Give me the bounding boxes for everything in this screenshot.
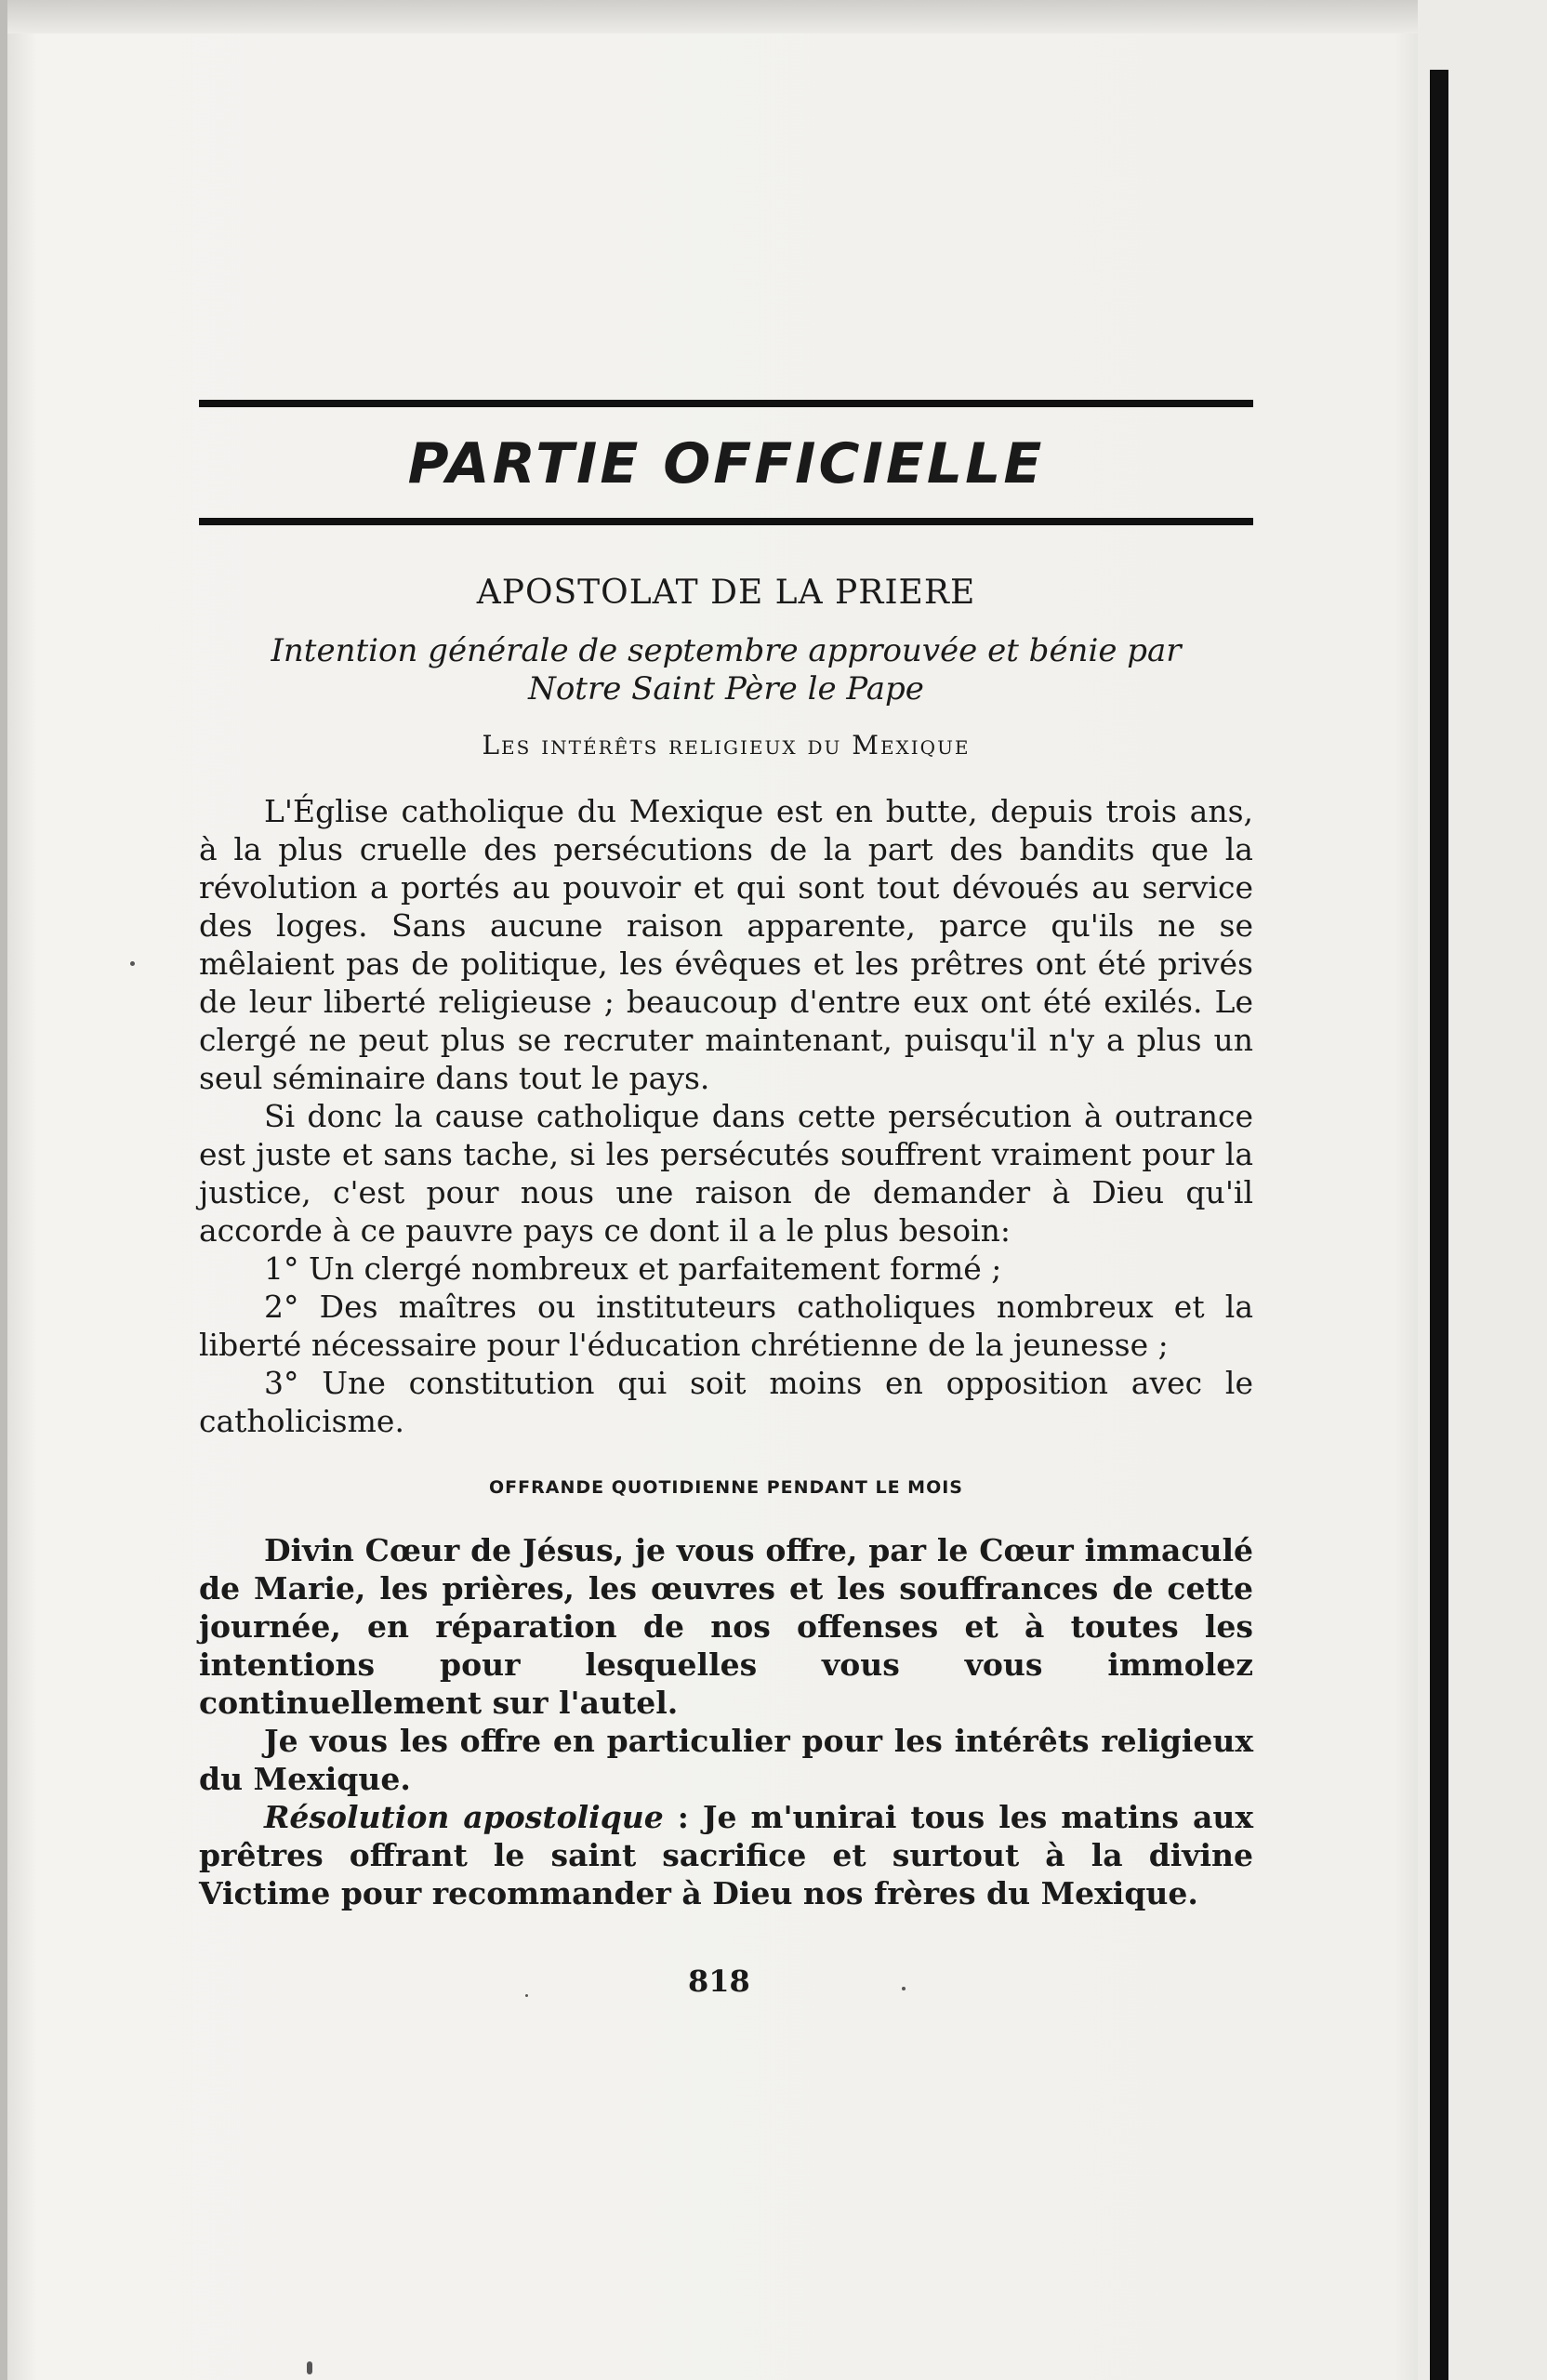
left-edge-shadow: [0, 0, 7, 2380]
scan-speck: [130, 961, 135, 966]
page-top-edge: [0, 0, 1432, 33]
intention-heading: Les intérêts religieux du Mexique: [482, 729, 971, 760]
article-body: [199, 792, 1253, 1440]
scan-speck: [525, 1994, 528, 1997]
resolution-text: : Je m'unirai tous les matins aux prêtres offrant le saint sacrifice et surtout à la divine Victime pour recommander à Dieu nos frères du Mexique.: [199, 1798, 1254, 1911]
body-list-item: 2° Des maîtres ou instituteurs catholiques nombreux et la liberté nécessaire pour l'éducation chrétienne de la jeunesse ;: [199, 1288, 1253, 1363]
article-subtitle: [199, 632, 1253, 709]
scan-speck: [307, 2361, 312, 2374]
page-number: 818: [688, 1964, 750, 1999]
article-title: APOSTOLAT DE LA PRIERE: [476, 574, 976, 612]
offering-prayer: [199, 1531, 1253, 1912]
scan-speck: [902, 1987, 906, 1990]
body-paragraph: Si donc la cause catholique dans cette persécution à outrance est juste et sans tache, si les persécutés souffrent vraiment pour la justice, c'est pour nous une raison de demander à Dieu qu'il accorde à ce pauvre pays ce dont il a le plus besoin:: [199, 1097, 1253, 1249]
prayer-paragraph: Je vous les offre en particulier pour les intérêts religieux du Mexique.: [199, 1722, 1253, 1797]
resolution-paragraph: [199, 1798, 1253, 1912]
binding-edge-rule: [1430, 70, 1448, 2380]
header-rule-bottom: [199, 518, 1253, 525]
subtitle-line-1: Intention générale de septembre approuvée et bénie par: [271, 632, 1182, 669]
body-paragraph: L'Église catholique du Mexique est en butte, depuis trois ans, à la plus cruelle des persécutions de la part des bandits que la révolution a portés au pouvoir et qui sont tout dévoués au service des loges. Sans aucune raison apparente, parce qu'ils ne se mêlaient pas de politique, les évêques et les prêtres ont été privés de leur liberté religieuse ; beaucoup d'entre eux ont été exilés. Le clergé ne peut plus se recruter maintenant, puisqu'il n'y a plus un seul séminaire dans tout le pays.: [199, 792, 1253, 1096]
prayer-paragraph: Divin Cœur de Jésus, je vous offre, par le Cœur immaculé de Marie, les prières, les œuvres et les souffrances de cette journée, en réparation de nos offenses et à toutes les intentions pour lesquelles vous vous immolez continuellement sur l'autel.: [199, 1531, 1253, 1721]
offering-heading: OFFRANDE QUOTIDIENNE PENDANT LE MOIS: [489, 1476, 963, 1498]
page-content: [199, 400, 1253, 1912]
section-header: PARTIE OFFICIELLE: [407, 431, 1045, 496]
body-list-item: 3° Une constitution qui soit moins en opposition avec le catholicisme.: [199, 1364, 1253, 1439]
resolution-label: Résolution apostolique: [264, 1798, 664, 1835]
subtitle-line-2: Notre Saint Père le Pape: [528, 670, 924, 708]
header-rule-top: [199, 400, 1253, 407]
body-list-item: 1° Un clergé nombreux et parfaitement formé ;: [264, 1250, 1002, 1287]
